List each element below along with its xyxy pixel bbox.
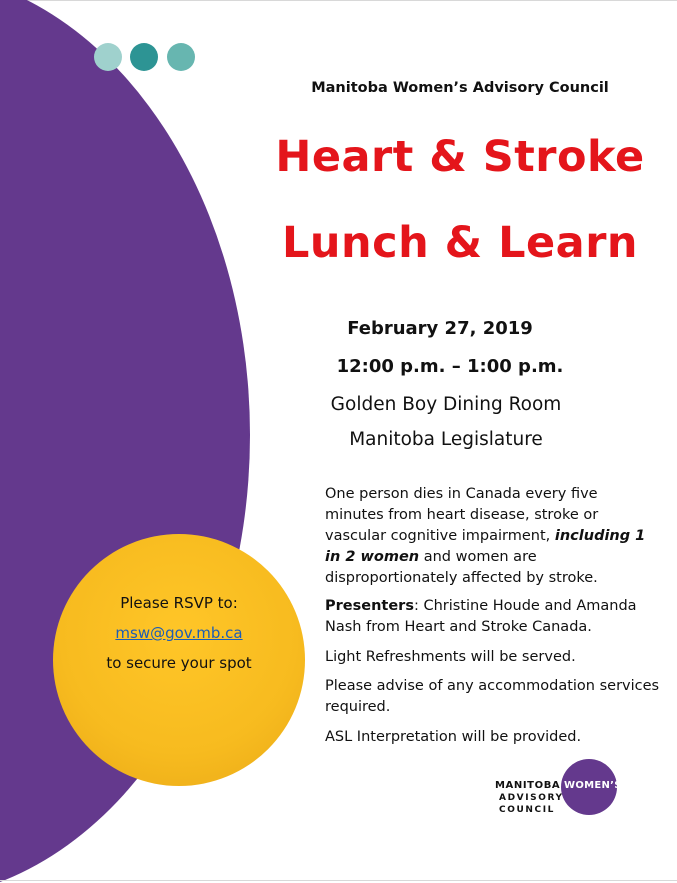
logo-council-text: COUNCIL (499, 805, 555, 815)
presenters-label: Presenters (325, 598, 414, 614)
organization-name: Manitoba Women’s Advisory Council (311, 80, 609, 96)
accommodation-note: Please advise of any accommodation services required. (325, 678, 660, 715)
dark-teal-dot (130, 43, 158, 71)
asl-note: ASL Interpretation will be provided. (325, 729, 582, 745)
top-border-line (0, 0, 677, 1)
description-text-2: and women are disproportionately affected by stroke. (325, 549, 598, 586)
logo-manitoba-text: MANITOBA (495, 780, 561, 791)
rsvp-prompt: Please RSVP to: (120, 594, 238, 612)
light-teal-dot (94, 43, 122, 71)
council-logo (495, 754, 625, 818)
title-line-1: Heart & Stroke (275, 132, 645, 182)
rsvp-email-link[interactable]: msw@gov.mb.ca (115, 624, 243, 642)
rsvp-secure-spot: to secure your spot (106, 654, 252, 672)
event-time: 12:00 p.m. – 1:00 p.m. (336, 356, 564, 377)
logo-womens-text: WOMEN’S (564, 780, 622, 791)
presenters-paragraph (325, 596, 660, 638)
description-paragraph (325, 484, 660, 589)
title-line-2: Lunch & Learn (281, 218, 639, 268)
medium-teal-dot (167, 43, 195, 71)
description-emphasis: including 1 in 2 women (325, 528, 646, 565)
event-building: Manitoba Legislature (349, 429, 543, 450)
presenters-text: : Christine Houde and Amanda Nash from Heart and Stroke Canada. (325, 598, 637, 635)
event-venue: Golden Boy Dining Room (330, 394, 562, 415)
event-date: February 27, 2019 (347, 318, 533, 339)
bottom-border-line (0, 880, 677, 881)
logo-advisory-text: ADVISORY (499, 793, 564, 803)
rsvp-circle (53, 534, 305, 786)
description-text-1: One person dies in Canada every five minutes from heart disease, stroke or vascular cognitive impairment, (325, 486, 599, 544)
refreshments-note: Light Refreshments will be served. (325, 649, 576, 665)
